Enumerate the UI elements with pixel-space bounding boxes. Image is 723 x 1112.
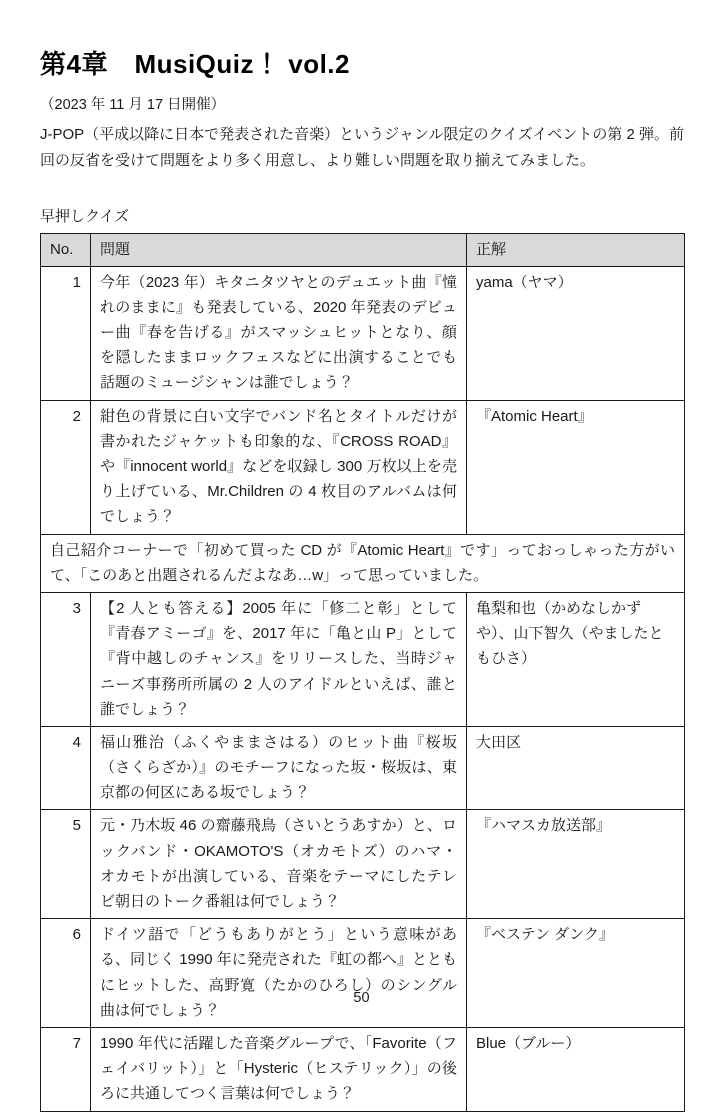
table-row — [41, 919, 685, 1028]
answer-cell: Blue（ブルー） — [467, 1027, 685, 1111]
page-number: 50 — [353, 990, 370, 1006]
row-number-cell: 4 — [41, 726, 91, 810]
answer-cell: 『ハマスカ放送部』 — [467, 810, 685, 919]
question-cell: 今年（2023 年）キタニタツヤとのデュエット曲『憧れのままに』も発表している、2020 年発表のデビュー曲『春を告げる』がスマッシュヒットとなり、顔を隠したままロックフェスなどに出演することでも話題のミュージシャンは誰でしょう？ — [91, 266, 467, 400]
answer-cell: 『ベステン ダンク』 — [467, 919, 685, 1028]
row-number-cell: 5 — [41, 810, 91, 919]
header-cell-question: 問題 — [91, 233, 467, 266]
answer-cell: yama（ヤマ） — [467, 266, 685, 400]
quiz-table-body — [41, 266, 685, 1111]
question-cell: 紺色の背景に白い文字でバンド名とタイトルだけが書かれたジャケットも印象的な、『CROSS ROAD』や『innocent world』などを収録し 300 万枚以上を売り上げている、Mr.Children の 4 枚目のアルバムは何でしょう？ — [91, 400, 467, 534]
row-number-cell: 6 — [41, 919, 91, 1028]
question-cell: 1990 年代に活躍した音楽グループで、「Favorite（フェイバリット）」と「Hysteric（ヒステリック）」の後ろに共通してつく言葉は何でしょう？ — [91, 1027, 467, 1111]
table-row — [41, 810, 685, 919]
table-row — [41, 1027, 685, 1111]
question-cell: 福山雅治（ふくやままさはる）のヒット曲『桜坂（さくらざか）』のモチーフになった坂・桜坂は、東京都の何区にある坂でしょう？ — [91, 726, 467, 810]
row-number-cell: 3 — [41, 592, 91, 726]
section-label: 早押しクイズ — [40, 207, 130, 225]
header-cell-answer: 正解 — [467, 233, 685, 266]
header-row — [41, 233, 685, 266]
question-cell: 元・乃木坂 46 の齋藤飛鳥（さいとうあすか）と、ロックバンド・OKAMOTO'S（オカモトズ）のハマ・オカモトが出演している、音楽をテーマにしたテレビ朝日のトーク番組は何でしょう？ — [91, 810, 467, 919]
table-row — [41, 400, 685, 534]
row-number-cell: 7 — [41, 1027, 91, 1111]
intro-paragraph: J-POP（平成以降に日本で発表された音楽）というジャンル限定のクイズイベントの第 2 弾。前回の反省を受けて問題をより多く用意し、より難しい問題を取り揃えてみました。 — [40, 126, 684, 170]
table-row — [41, 726, 685, 810]
table-row — [41, 266, 685, 400]
comment-cell: 自己紹介コーナーで「初めて買った CD が『Atomic Heart』です」っておっしゃった方がいて、「このあと出題されるんだよなあ…w」って思っていました。 — [41, 534, 685, 592]
quiz-table — [40, 233, 685, 1112]
page-title: 第4章 MusiQuiz！ vol.2 — [40, 49, 350, 79]
quiz-table-head — [41, 233, 685, 266]
answer-cell: 大田区 — [467, 726, 685, 810]
table-row — [41, 592, 685, 726]
row-number-cell: 2 — [41, 400, 91, 534]
comment-row — [41, 534, 685, 592]
question-cell: ドイツ語で「どうもありがとう」という意味がある、同じく 1990 年に発売された『虹の都へ』とともにヒットした、高野寛（たかのひろし）のシングル曲は何でしょう？ — [91, 919, 467, 1028]
row-number-cell: 1 — [41, 266, 91, 400]
event-date: （2023 年 11 月 17 日開催） — [40, 97, 226, 113]
header-cell-no: No. — [41, 233, 91, 266]
question-cell: 【2 人とも答える】2005 年に「修二と彰」として『青春アミーゴ』を、2017 年に「亀と山 P」として『背中越しのチャンス』をリリースした、当時ジャニーズ事務所所属の 2 人のアイドルといえば、誰と誰でしょう？ — [91, 592, 467, 726]
answer-cell: 亀梨和也（かめなしかずや）、山下智久（やましたともひさ） — [467, 592, 685, 726]
answer-cell: 『Atomic Heart』 — [467, 400, 685, 534]
